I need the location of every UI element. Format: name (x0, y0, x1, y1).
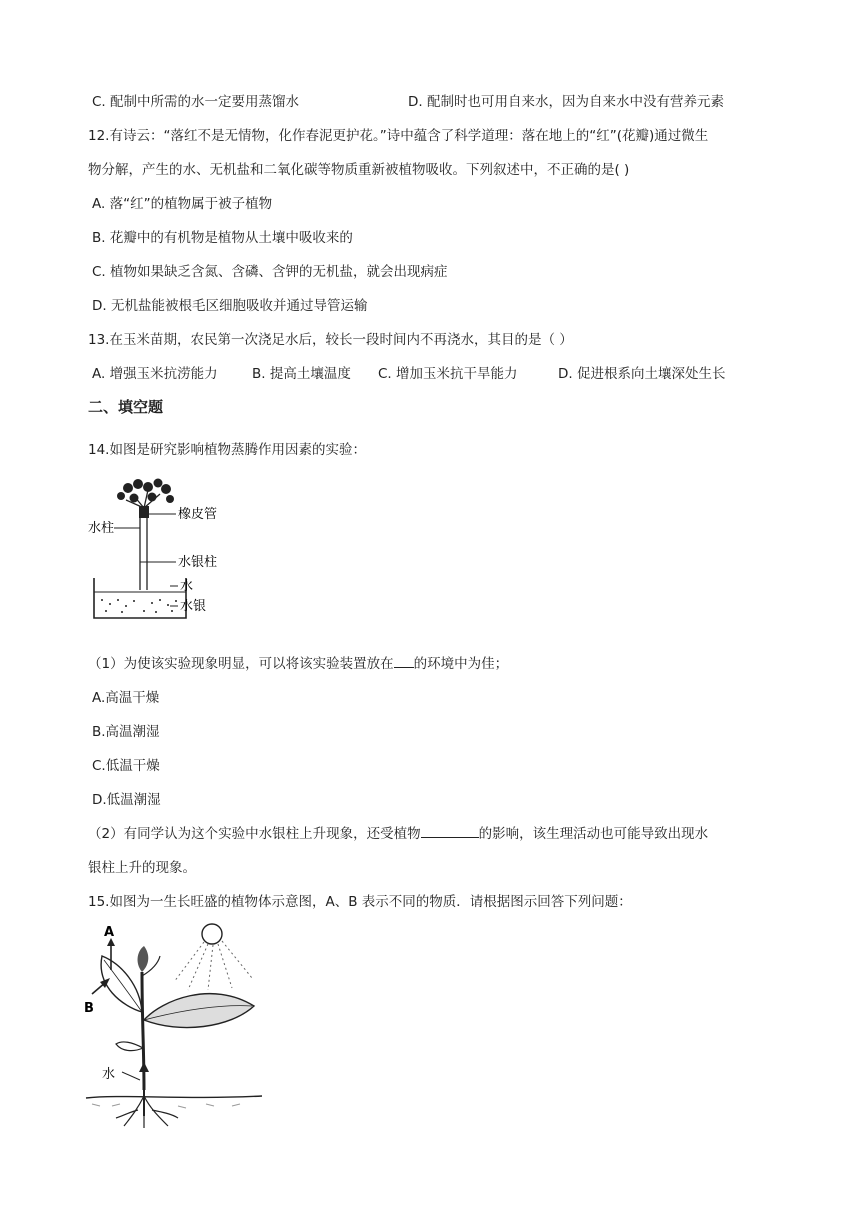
q14-part1-prefix: （1）为使该实验现象明显，可以将该实验装置放在 (88, 656, 394, 672)
q11-option-c: C. 配制中所需的水一定要用蒸馏水 (92, 94, 300, 110)
q14-part1-suffix: 的环境中为佳； (413, 656, 509, 672)
rubber-tube (139, 506, 149, 518)
q14-part1 (88, 652, 508, 672)
bud (138, 946, 149, 972)
q14-part2-line2: 银柱上升的现象。 (88, 860, 196, 876)
q13-stem: 13.在玉米苗期，农民第一次浇足水后，较长一段时间内不再浇水，其目的是（ ） (88, 332, 573, 348)
q11-option-d: D. 配制时也可用自来水，因为自来水中没有营养元素 (408, 94, 724, 110)
answer-blank (421, 823, 479, 838)
q14-option-b: B.高温潮湿 (92, 724, 160, 740)
q14-option-d: D.低温潮湿 (92, 792, 161, 808)
label-rubber-tube: 橡皮管 (178, 507, 218, 522)
label-water: 水 (180, 579, 194, 594)
q14-part2-suffix: 的影响，该生理活动也可能导致出现水 (478, 826, 709, 842)
q12-stem-line1: 12.有诗云：“落红不是无情物，化作春泥更护花。”诗中蕴含了科学道理：落在地上的“红”(花瓣)通过微生 (88, 128, 709, 144)
answer-blank (394, 653, 414, 668)
label-b: B (84, 1001, 94, 1016)
roots (116, 1096, 178, 1128)
q12-option-a: A. 落“红”的植物属于被子植物 (92, 196, 273, 212)
q14-part2-line1 (88, 822, 708, 842)
sunlight-rays (174, 941, 252, 990)
sun-icon (202, 924, 222, 944)
q14-part2-prefix: （2）有同学认为这个实验中水银柱上升现象，还受植物 (88, 826, 421, 842)
q12-option-b: B. 花瓣中的有机物是植物从土壤中吸收来的 (92, 230, 353, 246)
right-leaf (144, 994, 254, 1028)
q14-stem: 14.如图是研究影响植物蒸腾作用因素的实验： (88, 442, 366, 458)
q15-stem: 15.如图为一生长旺盛的植物体示意图，A、B 表示不同的物质．请根据图示回答下列问题： (88, 894, 632, 910)
plant-shoot-drawing (117, 479, 174, 509)
section-heading: 二、填空题 (88, 398, 164, 416)
soil-surface (86, 1096, 262, 1098)
q14-option-c: C.低温干燥 (92, 758, 160, 774)
q12-stem-line2: 物分解，产生的水、无机盐和二氧化碳等物质重新被植物吸收。下列叙述中，不正确的是( ) (88, 162, 630, 178)
q13-option-b: B. 提高土壤温度 (252, 366, 351, 382)
q14-option-a: A.高温干燥 (92, 690, 160, 706)
q13-option-d: D. 促进根系向土壤深处生长 (558, 366, 726, 382)
q13-option-c: C. 增加玉米抗干旱能力 (378, 366, 518, 382)
label-mercury: 水银 (180, 599, 207, 614)
transpiration-apparatus-figure (86, 474, 232, 622)
label-a: A (104, 925, 115, 940)
q12-option-c: C. 植物如果缺乏含氮、含磷、含钾的无机盐，就会出现病症 (92, 264, 448, 280)
label-mercury-column: 水银柱 (178, 555, 218, 570)
label-water: 水 (102, 1067, 116, 1082)
q12-option-d: D. 无机盐能被根毛区细胞吸收并通过导管运输 (92, 298, 368, 314)
plant-diagram-figure (82, 920, 272, 1130)
label-water-column: 水柱 (88, 521, 115, 536)
q13-option-a: A. 增强玉米抗涝能力 (92, 366, 218, 382)
soil-texture (92, 1104, 240, 1108)
